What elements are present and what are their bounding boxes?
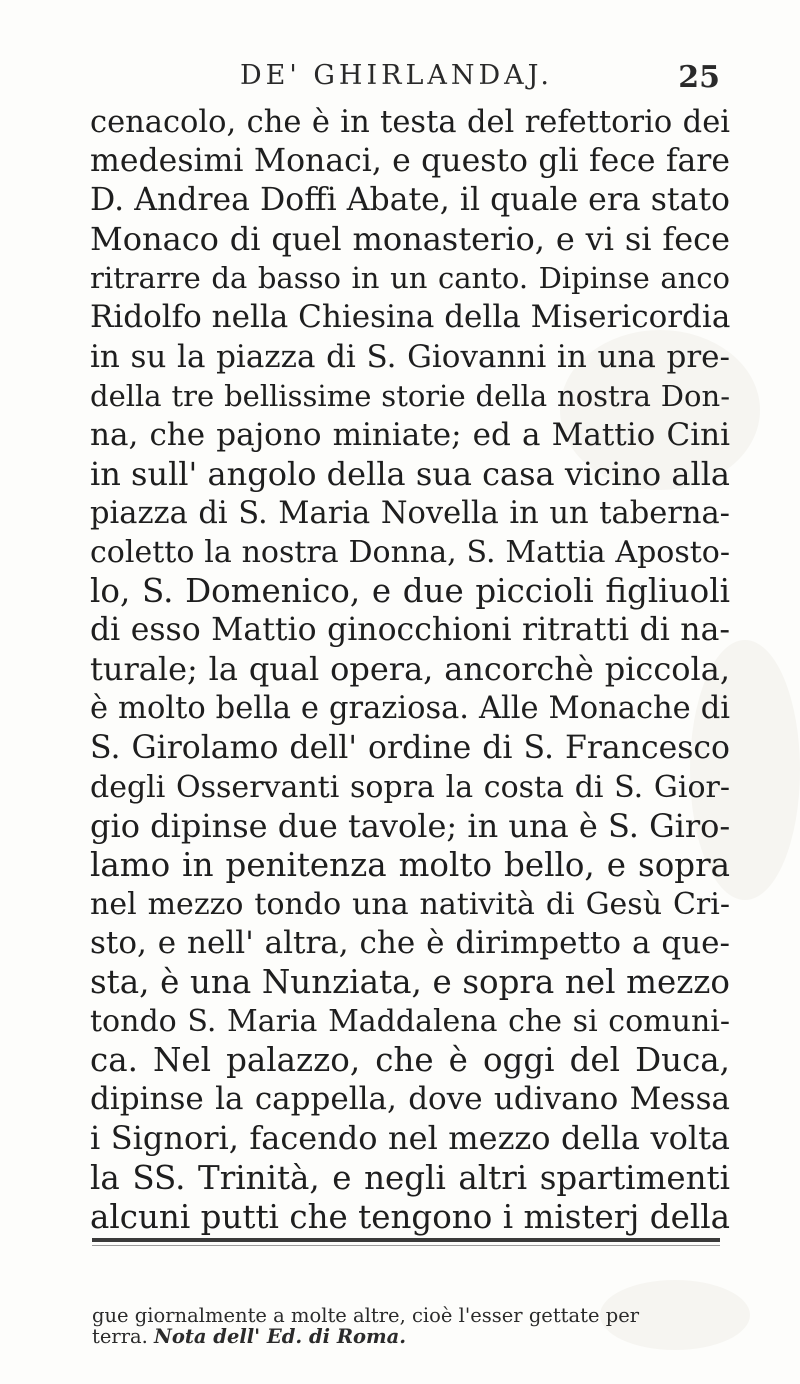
text-line: medesimi Monaci, e questo gli fece fare: [90, 143, 730, 180]
text-line: alcuni putti che tengono i misterj della: [90, 1197, 730, 1236]
text-line: in sull' angolo della sua casa vicino alla: [90, 454, 730, 493]
text-line: degli Osservanti sopra la costa di S. Gior-: [90, 769, 730, 805]
text-line: della tre bellissime storie della nostra Don-: [90, 378, 730, 413]
running-title: DE' GHIRLANDAJ.: [240, 60, 553, 91]
text-line: lamo in penitenza molto bello, e sopra: [90, 845, 730, 884]
text-line: Monaco di quel monasterio, e vi si fece: [90, 220, 730, 259]
text-line: gio dipinse due tavole; in una è S. Giro-: [90, 806, 731, 845]
text-line: turale; la qual opera, ancorchè piccola,: [90, 650, 730, 689]
text-line: sta, è una Nunziata, e sopra nel mezzo: [90, 963, 730, 1002]
running-head: [240, 60, 720, 100]
text-line: na, che pajono miniate; ed a Mattio Cini: [90, 416, 730, 453]
text-line: di esso Mattio ginocchioni ritratti di na-: [90, 612, 730, 649]
text-line: cenacolo, che è in testa del refettorio dei: [90, 105, 730, 140]
text-line: S. Girolamo dell' ordine di S. Francesco: [90, 729, 730, 766]
text-line: coletto la nostra Donna, S. Mattia Aposto-: [90, 535, 730, 571]
text-line: dipinse la cappella, dove udivano Messa: [90, 1081, 730, 1118]
footnote-rule-thin: [92, 1245, 720, 1246]
text-line: è molto bella e graziosa. Alle Monache di: [90, 691, 730, 727]
footnote: [92, 1305, 692, 1347]
text-line: sto, e nell' altra, che è dirimpetto a que-: [90, 924, 730, 961]
text-line: lo, S. Domenico, e due piccioli figliuoli: [90, 572, 730, 611]
text-line: Ridolfo nella Chiesina della Misericordia: [90, 299, 731, 336]
footnote-line: gue giornalmente a molte altre, cioè l'esser gettate per: [92, 1304, 640, 1327]
footnote-rule: [92, 1238, 720, 1242]
footnote-text: terra.: [92, 1325, 148, 1348]
footnote-line-2: [92, 1326, 692, 1347]
text-line: piazza di S. Maria Novella in un taberna-: [90, 495, 730, 531]
text-line: ca. Nel palazzo, che è oggi del Duca,: [90, 1041, 730, 1080]
text-line: nel mezzo tondo una natività di Gesù Cri-: [90, 886, 730, 922]
text-line: ritrarre da basso in un canto. Dipinse anco: [90, 261, 730, 296]
page-number: 25: [678, 60, 720, 95]
text-line: tondo S. Maria Maddalena che si comuni-: [90, 1004, 730, 1040]
text-line: i Signori, facendo nel mezzo della volta: [90, 1119, 730, 1158]
text-line: D. Andrea Doffi Abate, il quale era stato: [90, 182, 730, 219]
text-line: in su la piazza di S. Giovanni in una pre-: [90, 338, 730, 375]
footnote-attribution: Nota dell' Ed. di Roma.: [154, 1325, 407, 1348]
body-text: [90, 103, 730, 1237]
text-line: la SS. Trinità, e negli altri spartimenti: [90, 1158, 730, 1197]
